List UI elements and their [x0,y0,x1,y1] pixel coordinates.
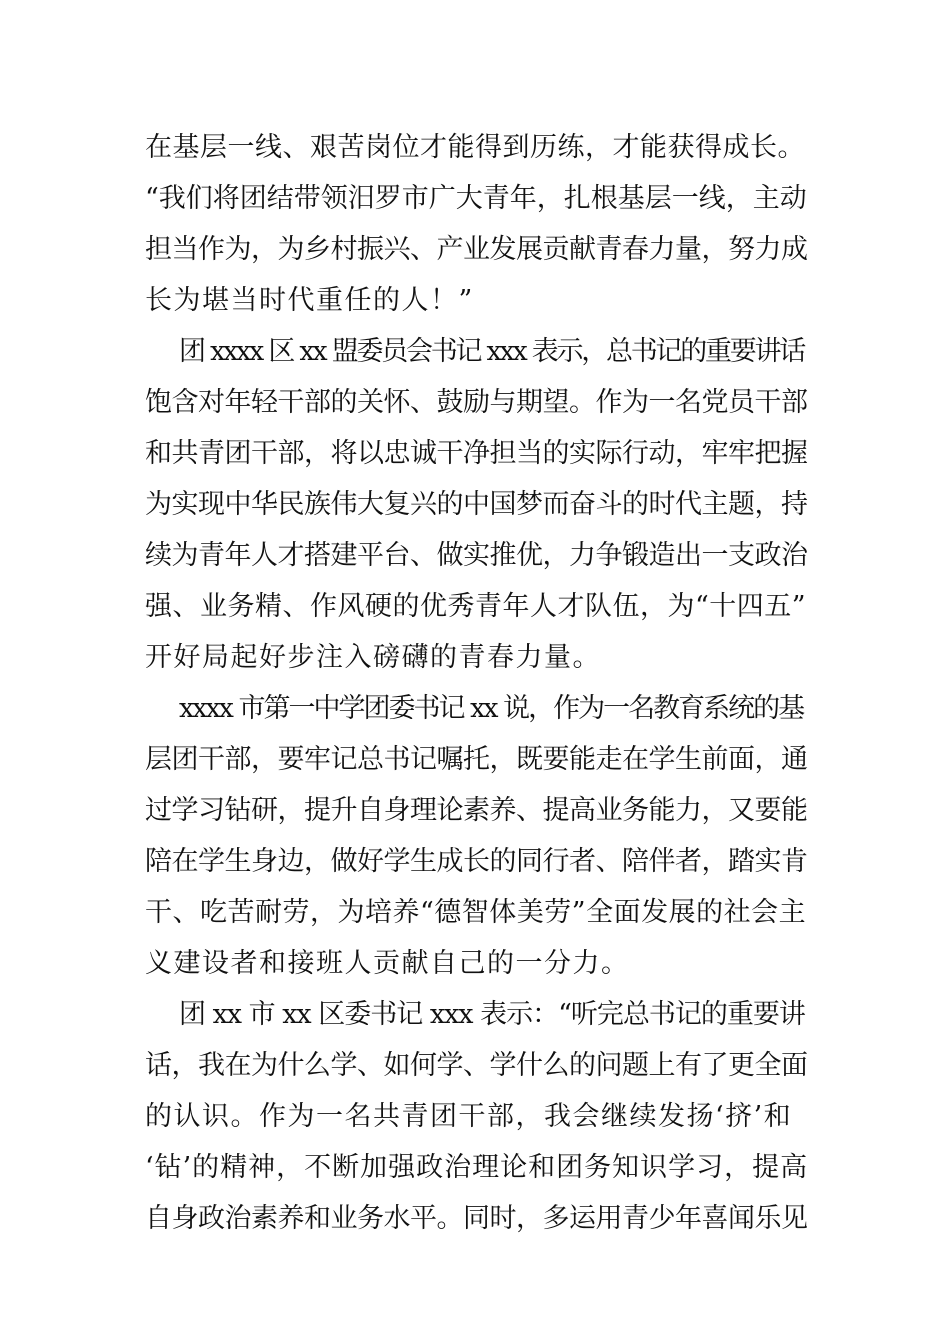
text-line: 长为堪当时代重任的人！” [145,285,474,316]
text-line: 开好局起好步注入磅礴的青春力量。 [145,642,601,673]
text-line: 强、业务精、作风硬的优秀青年人才队伍，为“十四五” [145,591,807,622]
text-line: 饱含对年轻干部的关怀、鼓励与期望。作为一名党员干部 [145,387,808,418]
text-line: 担当作为，为乡村振兴、产业发展贡献青春力量，努力成 [145,234,808,265]
text-line: 自身政治素养和业务水平。同时，多运用青少年喜闻乐见 [145,1203,808,1234]
text-line: 层团干部，要牢记总书记嘱托，既要能走在学生前面，通 [145,744,808,775]
text-line: 续为青年人才搭建平台、做实推优，力争锻造出一支政治 [145,540,808,571]
text-line: 团 xxxx 区 xx 盟委员会书记 xxx 表示，总书记的重要讲话 [179,336,805,367]
text-line: “我们将团结带领汨罗市广大青年，扎根基层一线，主动 [145,183,807,214]
text-line: 在基层一线、艰苦岗位才能得到历练，才能获得成长。 [145,132,805,163]
text-line: 干、吃苦耐劳，为培养“德智体美劳”全面发展的社会主 [145,897,807,928]
text-line: 义建设者和接班人贡献自己的一分力。 [145,948,630,979]
text-line: 为实现中华民族伟大复兴的中国梦而奋斗的时代主题，持 [145,489,808,520]
text-line: xxxx 市第一中学团委书记 xx 说，作为一名教育系统的基 [179,693,804,724]
text-line: ‘钻’的精神，不断加强政治理论和团务知识学习，提高 [145,1152,809,1183]
text-line: 话，我在为什么学、如何学、学什么的问题上有了更全面 [145,1050,808,1081]
text-line: 陪在学生身边，做好学生成长的同行者、陪伴者，踏实肯 [145,846,808,877]
text-line: 和共青团干部，将以忠诚干净担当的实际行动，牢牢把握 [145,438,808,469]
text-line: 团 xx 市 xx 区委书记 xxx 表示：“听完总书记的重要讲 [179,999,805,1030]
text-line: 的认识。作为一名共青团干部，我会继续发扬‘挤’和 [145,1101,793,1132]
text-line: 过学习钻研，提升自身理论素养、提高业务能力，又要能 [145,795,808,826]
